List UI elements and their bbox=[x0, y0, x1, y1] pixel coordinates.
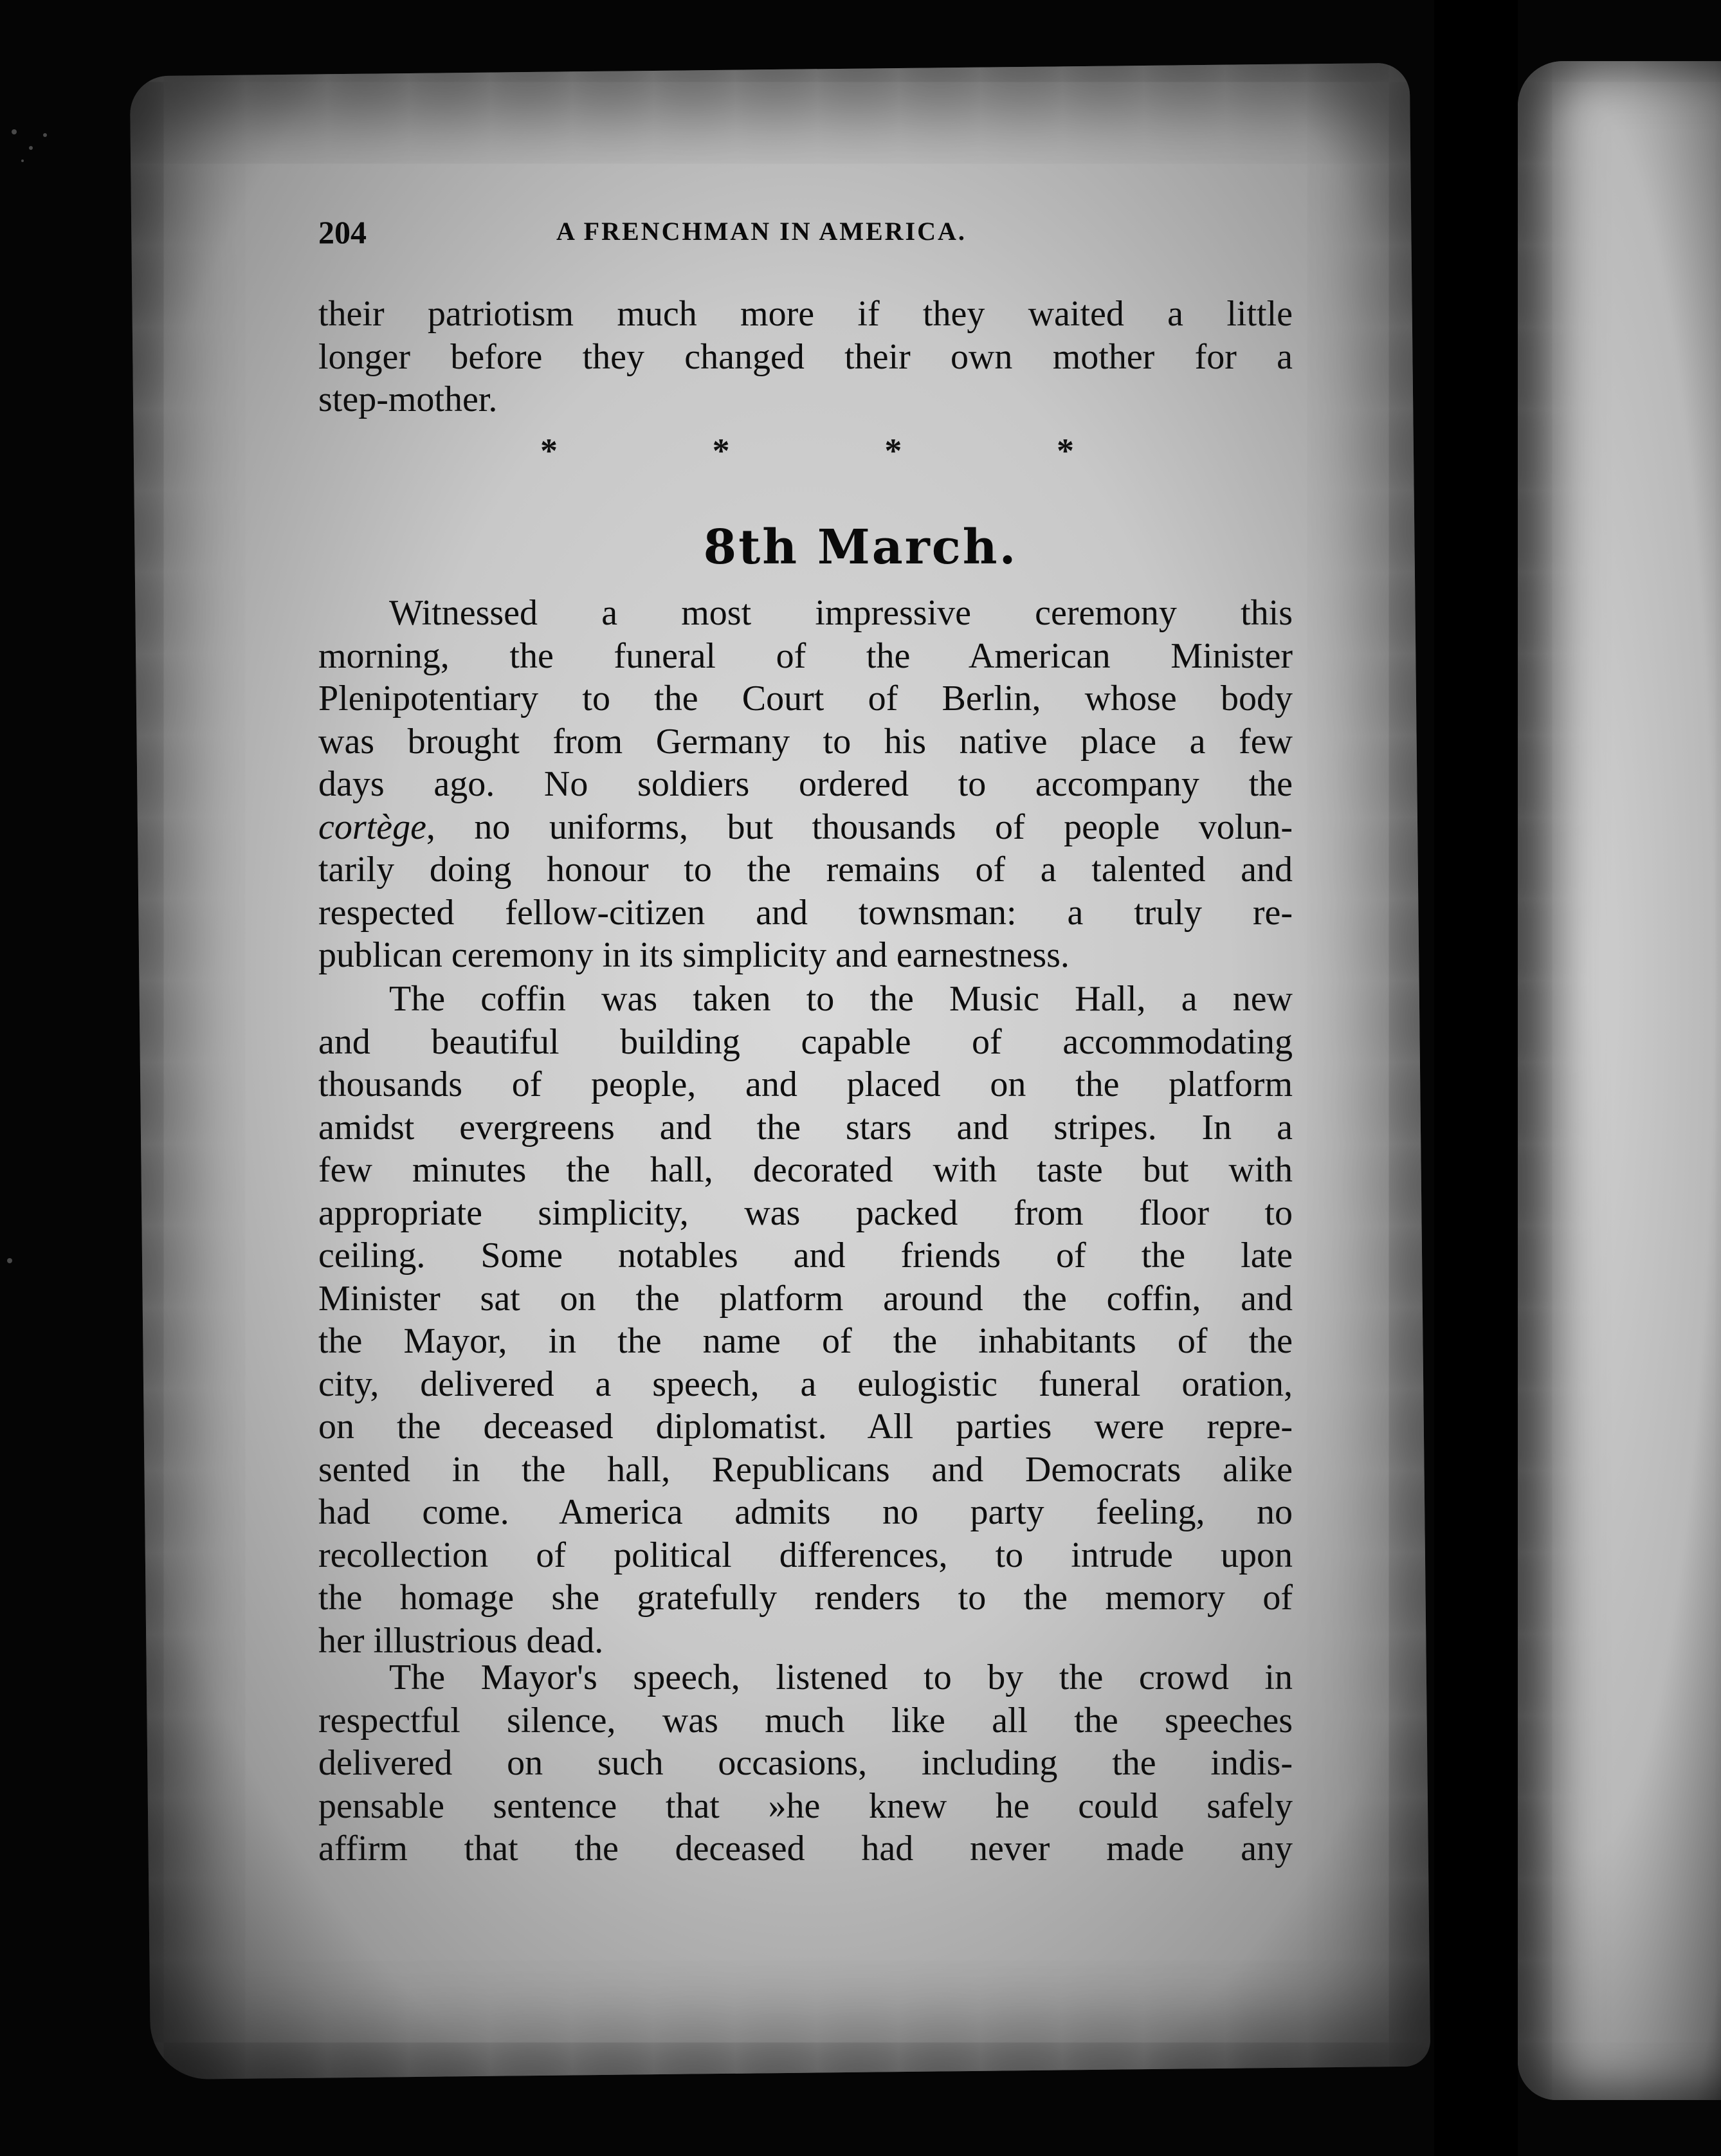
text-line: city, delivered a speech, a eulogistic funeral oration, bbox=[318, 1364, 1293, 1404]
text-line: respected fellow-citizen and townsman: a truly re- bbox=[318, 892, 1293, 933]
asterisk: * bbox=[884, 432, 902, 470]
text-line: their patriotism much more if they waited a little bbox=[318, 294, 1293, 334]
text-line: respectful silence, was much like all the speeches bbox=[318, 1700, 1293, 1740]
right-book-page-edge bbox=[1518, 61, 1721, 2100]
page-number: 204 bbox=[318, 214, 367, 250]
asterisk: * bbox=[1056, 432, 1074, 470]
text-line: Witnessed a most impressive ceremony this bbox=[389, 593, 1293, 633]
text-line: and beautiful building capable of accommodating bbox=[318, 1021, 1293, 1062]
text-line: her illustrious dead. bbox=[318, 1620, 604, 1661]
text-line: amidst evergreens and the stars and stripes. In a bbox=[318, 1107, 1293, 1147]
text-line: publican ceremony in its simplicity and earnestness. bbox=[318, 935, 1070, 975]
text-line: appropriate simplicity, was packed from floor to bbox=[318, 1192, 1293, 1233]
text-line: had come. America admits no party feeling, no bbox=[318, 1492, 1293, 1532]
paragraph bbox=[318, 978, 1293, 1662]
asterisk: * bbox=[540, 432, 558, 470]
text-line: pensable sentence that »he knew he could safely bbox=[318, 1786, 1293, 1826]
text-line: tarily doing honour to the remains of a talented and bbox=[318, 850, 1293, 890]
text-line: Plenipotentiary to the Court of Berlin, whose body bbox=[318, 679, 1293, 718]
paragraph bbox=[318, 1656, 1293, 1870]
text-line: the homage she gratefully renders to the memory of bbox=[318, 1578, 1293, 1618]
text-line: on the deceased diplomatist. All parties were repre- bbox=[318, 1407, 1293, 1447]
text-line: was brought from Germany to his native place a few bbox=[318, 721, 1293, 762]
text-line: the Mayor, in the name of the inhabitants of the bbox=[318, 1321, 1293, 1361]
text-line: sented in the hall, Republicans and Democrats alike bbox=[318, 1449, 1293, 1490]
text-line: few minutes the hall, decorated with taste but with bbox=[318, 1150, 1293, 1190]
text-line: The Mayor's speech, listened to by the crowd in bbox=[389, 1658, 1293, 1697]
running-head: A FRENCHMAN IN AMERICA. bbox=[556, 217, 967, 246]
page-header bbox=[318, 205, 1309, 256]
asterisk: * bbox=[712, 432, 730, 470]
text-line: The coffin was taken to the Music Hall, a new bbox=[389, 979, 1293, 1019]
text-line: step-mother. bbox=[318, 379, 498, 419]
text-line: days ago. No soldiers ordered to accompany the bbox=[318, 764, 1293, 804]
text-line: cortège, no uniforms, but thousands of people volun- bbox=[318, 807, 1293, 847]
text-line: affirm that the deceased had never made any bbox=[318, 1829, 1293, 1868]
text-line: morning, the funeral of the American Minister bbox=[318, 635, 1293, 676]
paragraph-continuation bbox=[318, 293, 1293, 421]
text-line: recollection of political differences, to intrude upon bbox=[318, 1535, 1293, 1575]
date-heading: 8th March. bbox=[703, 520, 1018, 575]
text-line: delivered on such occasions, including the indis- bbox=[318, 1743, 1293, 1783]
paragraph bbox=[318, 592, 1293, 977]
text-line: Minister sat on the platform around the coffin, and bbox=[318, 1278, 1293, 1319]
section-break-asterisks bbox=[540, 431, 1074, 470]
text-line: ceiling. Some notables and friends of the late bbox=[318, 1236, 1293, 1275]
text-line: thousands of people, and placed on the platform bbox=[318, 1064, 1293, 1104]
text-line: longer before they changed their own mother for a bbox=[318, 336, 1293, 377]
